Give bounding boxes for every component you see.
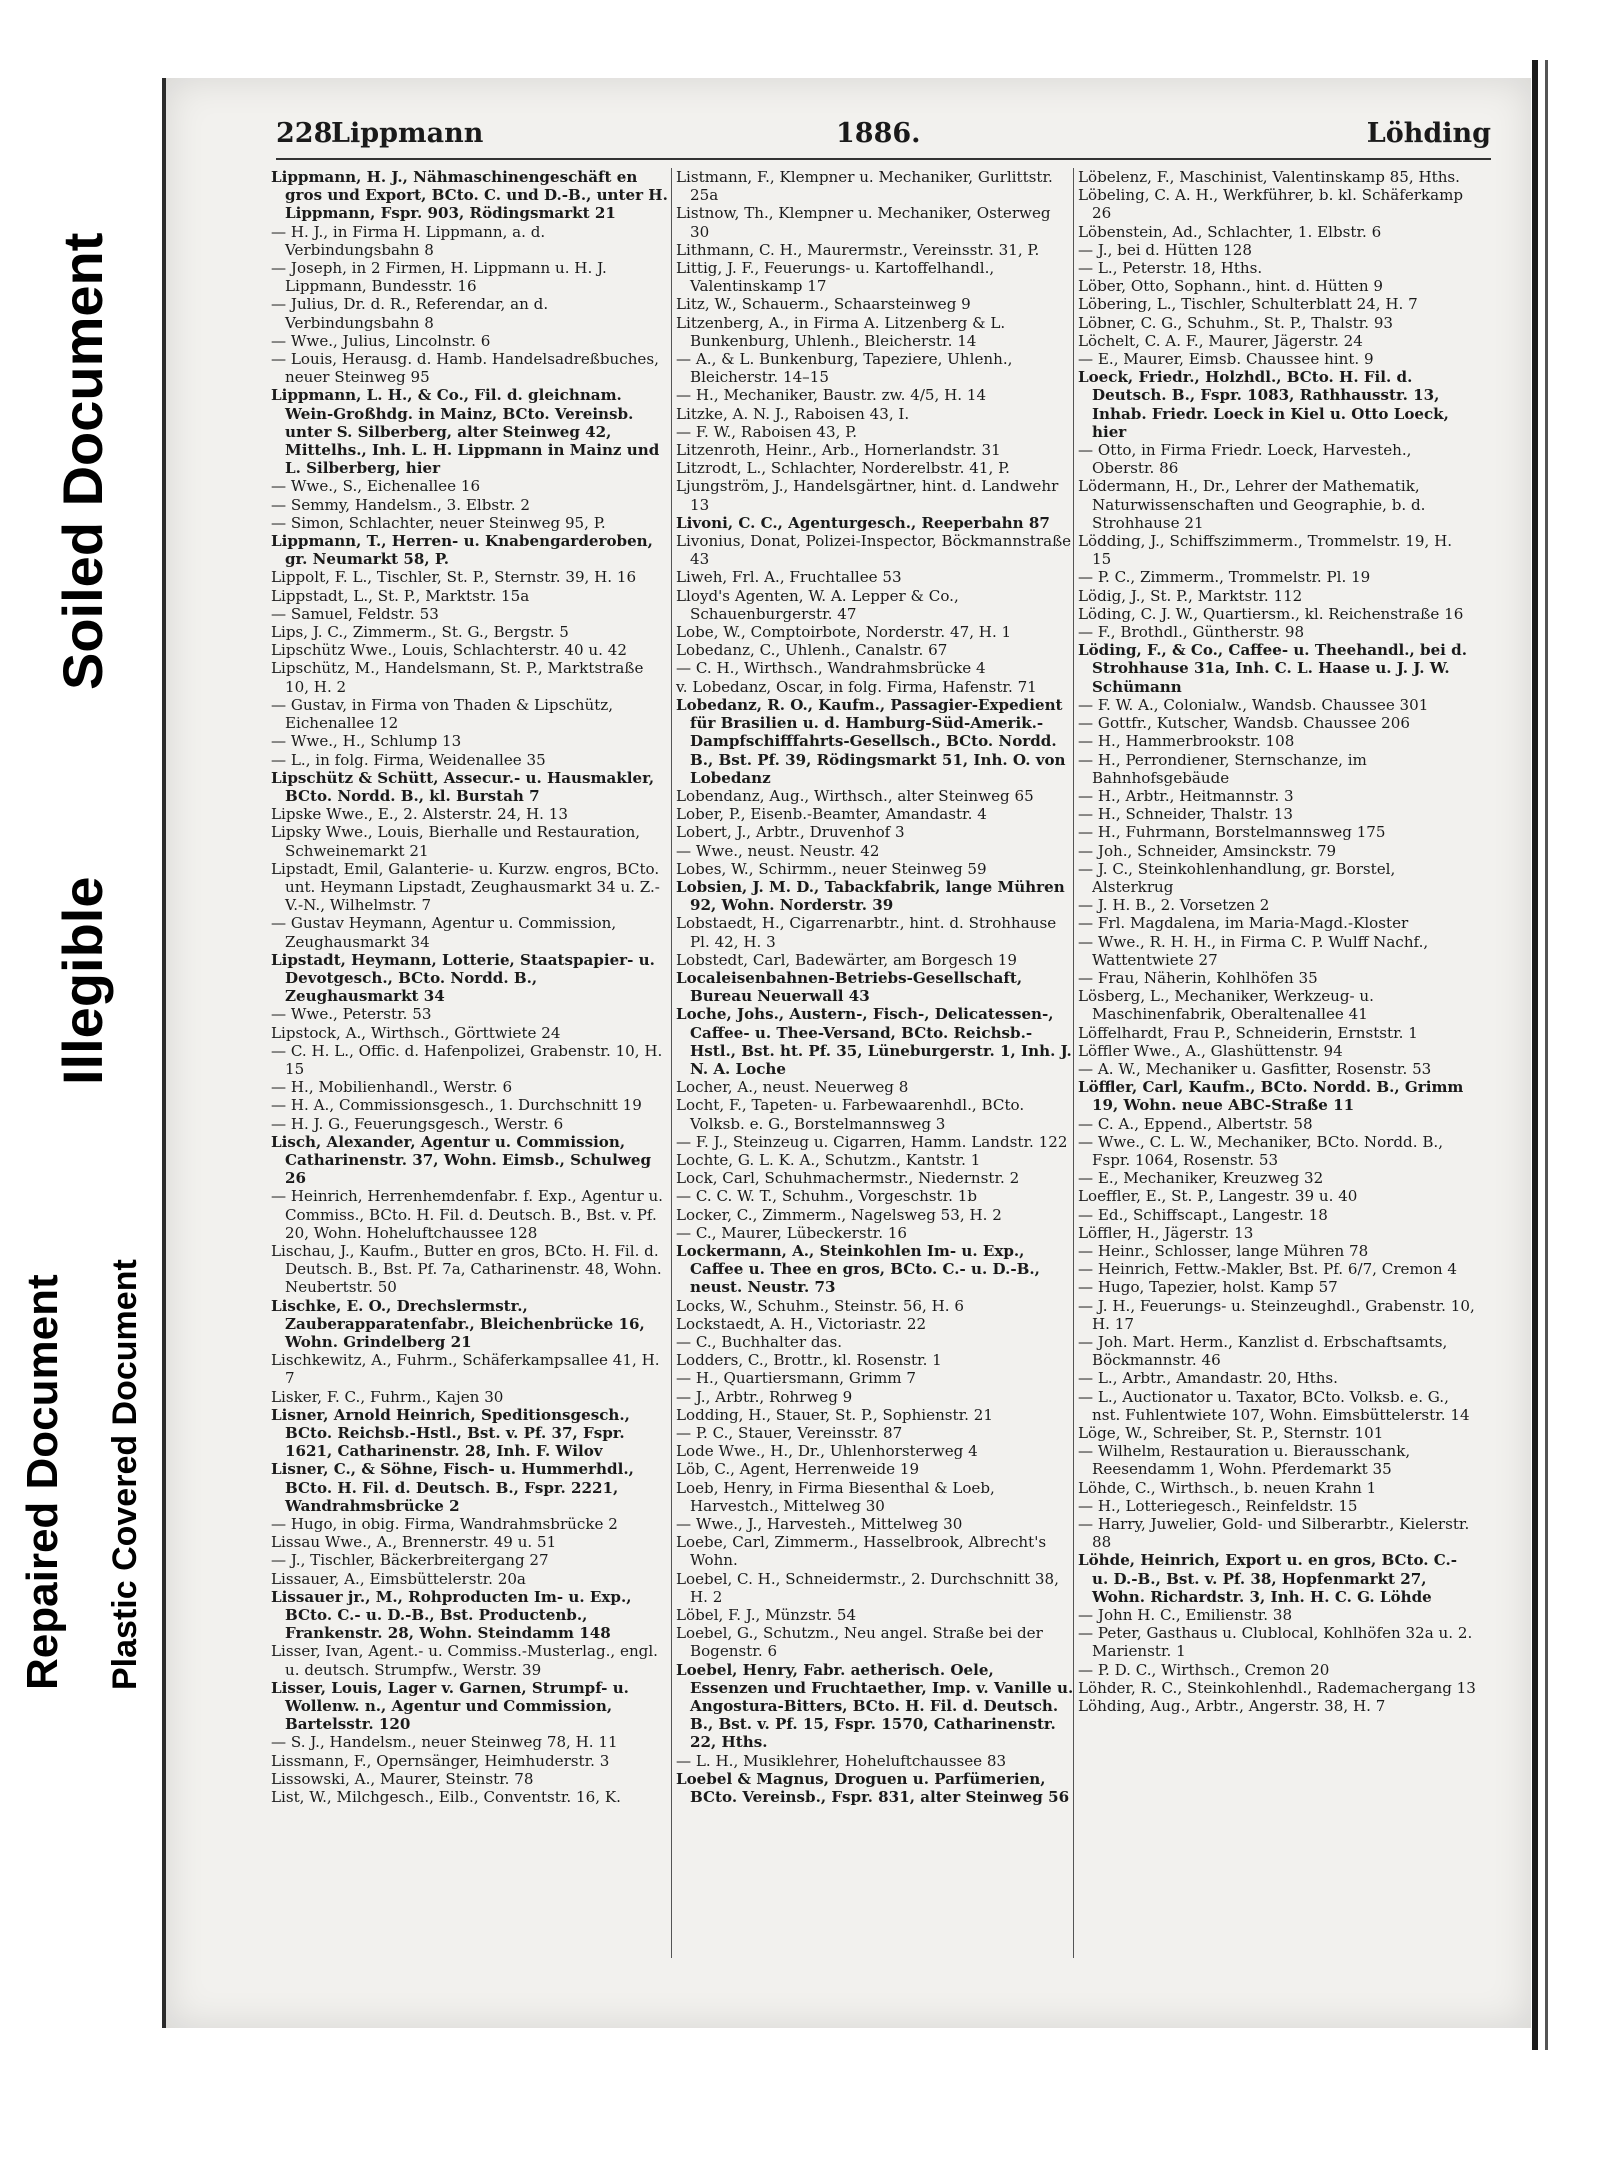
directory-entry: Lisner, C., & Söhne, Fisch- u. Hummerhdl., BCto. H. Fil. d. Deutsch. B., Fspr. 2221, Wandrahmsbrücke 2 <box>271 1460 634 1515</box>
directory-entry: — Semmy, Handelsm., 3. Elbstr. 2 <box>271 495 530 514</box>
directory-entry: Loebe, Carl, Zimmerm., Hasselbrook, Albrecht's Wohn. <box>676 1533 1047 1570</box>
directory-entry: — J., Arbtr., Rohrweg 9 <box>676 1387 853 1406</box>
directory-entry: — Samuel, Feldstr. 53 <box>271 604 439 623</box>
directory-entry: — C. A., Eppend., Albertstr. 58 <box>1078 1114 1313 1133</box>
directory-entry: — L. H., Musiklehrer, Hoheluftchaussee 83 <box>676 1751 1007 1770</box>
directory-entry: Loebel, G., Schutzm., Neu angel. Straße bei der Bogenstr. 6 <box>676 1624 1043 1661</box>
directory-entry: Lischkewitz, A., Fuhrm., Schäferkampsallee 41, H. 7 <box>271 1351 660 1388</box>
directory-entry: Lippmann, T., Herren- u. Knabengarderoben, gr. Neumarkt 58, P. <box>271 532 653 569</box>
directory-entry: Loeb, Henry, in Firma Biesenthal & Loeb, Harvestch., Mittelweg 30 <box>676 1478 995 1515</box>
directory-entry: Lissauer, A., Eimsbüttelerstr. 20a <box>271 1569 526 1588</box>
directory-entry: — F. W., Raboisen 43, P. <box>676 422 858 441</box>
directory-entry: — Frl. Magdalena, im Maria-Magd.-Kloster <box>1078 914 1409 933</box>
directory-entry: Lischke, E. O., Drechslermstr., Zauberapparatenfabr., Bleichenbrücke 16, Wohn. Grindelberg 21 <box>271 1296 645 1351</box>
directory-entry: Lobe, W., Comptoirbote, Norderstr. 47, H. 1 <box>676 623 1012 642</box>
directory-entry: Löge, W., Schreiber, St. P., Sternstr. 101 <box>1078 1424 1384 1443</box>
directory-entry: Lödermann, H., Dr., Lehrer der Mathematik, Naturwissenschaften und Geographie, b. d. Strohhause 21 <box>1078 477 1426 532</box>
illegible-label: Illegible <box>51 876 114 1085</box>
directory-entry: — Heinrich, Herrenhemdenfabr. f. Exp., Agentur u. Commiss., BCto. H. Fil. d. Deutsch. B., Bst. v. Pf. 20, Wohn. Hoheluftchaussee 128 <box>271 1187 663 1242</box>
directory-entry: — Wwe., C. L. W., Mechaniker, BCto. Nordd. B., Fspr. 1064, Rosenstr. 53 <box>1078 1132 1444 1169</box>
directory-entry: Lippstadt, L., St. P., Marktstr. 15a <box>271 586 530 605</box>
directory-entry: Lipstadt, Emil, Galanterie- u. Kurzw. engros, BCto. unt. Heymann Lipstadt, Zeughausmarkt 34 u. Z.-V.-N., Wilhelmstr. 7 <box>271 859 660 915</box>
directory-entry: Lobedanz, C., Uhlenh., Canalstr. 67 <box>676 641 948 660</box>
directory-entry: — Frau, Näherin, Kohlhöfen 35 <box>1078 968 1318 987</box>
directory-entry: Lissau Wwe., A., Brennerstr. 49 u. 51 <box>271 1533 557 1552</box>
directory-entry: — Wwe., Peterstr. 53 <box>271 1005 432 1024</box>
directory-entry: Lippmann, H. J., Nähmaschinengeschäft en gros und Export, BCto. C. und D.-B., unter H. Lippmann, Fspr. 903, Rödingsmarkt 21 <box>271 168 668 223</box>
directory-entry: — Heinrich, Fettw.-Makler, Bst. Pf. 6/7, Cremon 4 <box>1078 1260 1457 1279</box>
directory-entry: Löffelhardt, Frau P., Schneiderin, Ernststr. 1 <box>1078 1023 1418 1042</box>
directory-entry: — A. W., Mechaniker u. Gasfitter, Rosenstr. 53 <box>1078 1059 1432 1078</box>
directory-entry: Lock, Carl, Schuhmachermstr., Niedernstr. 2 <box>676 1169 1020 1188</box>
directory-entry: — Wwe., neust. Neustr. 42 <box>676 841 880 860</box>
directory-entry: Löbeling, C. A. H., Werkführer, b. kl. Schäferkamp 26 <box>1078 186 1464 223</box>
directory-entry: Lober, P., Eisenb.-Beamter, Amandastr. 4 <box>676 805 987 824</box>
directory-entry: — J., bei d. Hütten 128 <box>1078 240 1252 259</box>
directory-entry: Lösberg, L., Mechaniker, Werkzeug- u. Maschinenfabrik, Oberaltenallee 41 <box>1078 987 1374 1024</box>
directory-entry: Loche, Johs., Austern-, Fisch-, Delicatessen-, Caffee- u. Thee-Versand, BCto. Reichsb.-Hstl., Bst. ht. Pf. 35, Lüneburgerstr. 1, Inh. J. N. A. Loche <box>676 1005 1072 1078</box>
directory-entry: — E., Maurer, Eimsb. Chaussee hint. 9 <box>1078 350 1374 369</box>
directory-entry: Loebel, Henry, Fabr. aetherisch. Oele, Essenzen und Fruchtaether, Imp. v. Vanille u. Angostura-Bitters, BCto. H. Fil. d. Deutsch. B., Bst. v. Pf. 15, Fspr. 1570, Catharinenstr. 22, Hths. <box>676 1660 1074 1752</box>
directory-entry: Lobstedt, Carl, Badewärter, am Borgesch 19 <box>676 950 1018 969</box>
directory-entry: Lochte, G. L. K. A., Schutzm., Kantstr. 1 <box>676 1150 981 1169</box>
directory-entry: — Gustav Heymann, Agentur u. Commission, Zeughausmarkt 34 <box>271 914 617 951</box>
directory-entry: Lödding, J., Schiffszimmerm., Trommelstr. 19, H. 15 <box>1078 532 1453 569</box>
directory-entry: Lipschütz, M., Handelsmann, St. P., Marktstraße 10, H. 2 <box>271 659 644 696</box>
directory-entry: — P. C., Zimmerm., Trommelstr. Pl. 19 <box>1078 568 1371 587</box>
directory-entry: — L., Arbtr., Amandastr. 20, Hths. <box>1078 1369 1338 1388</box>
directory-entry: Lockstaedt, A. H., Victoriastr. 22 <box>676 1314 927 1333</box>
directory-entry: — Simon, Schlachter, neuer Steinweg 95, P. <box>271 513 606 532</box>
directory-entry: — J. H. B., 2. Vorsetzen 2 <box>1078 896 1270 915</box>
directory-entry: Löb, C., Agent, Herrenweide 19 <box>676 1460 920 1479</box>
directory-entry: Löffler, Carl, Kaufm., BCto. Nordd. B., Grimm 19, Wohn. neue ABC-Straße 11 <box>1078 1078 1464 1115</box>
plastic-covered-document-label: Plastic Covered Document <box>106 1259 144 1690</box>
page-edge <box>1532 60 1538 2050</box>
directory-entry: Löhding, Aug., Arbtr., Angerstr. 38, H. 7 <box>1078 1697 1386 1716</box>
directory-entry: Litzrodt, L., Schlachter, Norderelbstr. 41, P. <box>676 459 1010 478</box>
directory-entry: Lobsien, J. M. D., Tabackfabrik, lange Mühren 92, Wohn. Norderstr. 39 <box>676 877 1065 915</box>
directory-entry: — F., Brothdl., Güntherstr. 98 <box>1078 623 1305 642</box>
year-heading: 1886. <box>836 118 921 149</box>
directory-entry: — Julius, Dr. d. R., Referendar, an d. Verbindungsbahn 8 <box>271 295 549 332</box>
directory-entry: — J. C., Steinkohlenhandlung, gr. Borstel, Alsterkrug <box>1078 859 1396 896</box>
directory-entry: Löhde, C., Wirthsch., b. neuen Krahn 1 <box>1078 1478 1377 1497</box>
directory-entry: v. Lobedanz, Oscar, in folg. Firma, Hafenstr. 71 <box>676 677 1037 696</box>
directory-entry: — Joseph, in 2 Firmen, H. Lippmann u. H. J. Lippmann, Bundesstr. 16 <box>271 259 607 296</box>
directory-entry: Lipschütz Wwe., Louis, Schlachterstr. 40 u. 42 <box>271 641 627 660</box>
directory-entry: Lipschütz & Schütt, Assecur.- u. Hausmakler, BCto. Nordd. B., kl. Burstah 7 <box>271 768 655 805</box>
directory-entry: Locht, F., Tapeten- u. Farbewaarenhdl., BCto. Volksb. e. G., Borstelmannsweg 3 <box>676 1096 1025 1133</box>
directory-entry: Lobert, J., Arbtr., Druvenhof 3 <box>676 823 905 842</box>
directory-entry: Lobes, W., Schirmm., neuer Steinweg 59 <box>676 859 987 878</box>
directory-entry: — Hugo, in obig. Firma, Wandrahmsbrücke 2 <box>271 1515 618 1534</box>
directory-entry: — H. A., Commissionsgesch., 1. Durchschnitt 19 <box>271 1096 642 1115</box>
directory-entry: — H., Perrondiener, Sternschanze, im Bahnhofsgebäude <box>1078 750 1367 787</box>
directory-entry: Locker, C., Zimmerm., Nagelsweg 53, H. 2 <box>676 1205 1002 1224</box>
directory-entry: — H., Quartiersmann, Grimm 7 <box>676 1369 917 1388</box>
directory-entry: Löbner, C. G., Schuhm., St. P., Thalstr. 93 <box>1078 313 1394 332</box>
directory-entry: Listnow, Th., Klempner u. Mechaniker, Osterweg 30 <box>676 204 1051 241</box>
directory-entry: — L., in folg. Firma, Weidenallee 35 <box>271 750 546 769</box>
directory-entry: Ljungström, J., Handelsgärtner, hint. d. Landwehr 13 <box>676 477 1059 514</box>
directory-entry: Localeisenbahnen-Betriebs-Gesellschaft, Bureau Neuerwall 43 <box>676 968 1023 1006</box>
directory-entry: — Harry, Juwelier, Gold- und Silberarbtr., Kielerstr. 88 <box>1078 1515 1470 1552</box>
directory-entry: Löhde, Heinrich, Export u. en gros, BCto. C.- u. D.-B., Bst. v. Pf. 38, Hopfenmarkt 27, Wohn. Richardstr. 3, Inh. H. C. G. Löhde <box>1078 1551 1458 1606</box>
directory-entry: — E., Mechaniker, Kreuzweg 32 <box>1078 1169 1324 1188</box>
directory-entry: Lipstock, A., Wirthsch., Görttwiete 24 <box>271 1023 561 1042</box>
directory-entry: — P. C., Stauer, Vereinsstr. 87 <box>676 1424 903 1443</box>
right-running-head: Löhding <box>1366 118 1491 149</box>
page-number: 228 <box>276 118 333 149</box>
directory-entry: Lischau, J., Kaufm., Butter en gros, BCto. H. Fil. d. Deutsch. B., Bst. Pf. 7a, Catharinenstr. 48, Wohn. Neubertstr. 50 <box>271 1241 662 1297</box>
directory-entry: Lisch, Alexander, Agentur u. Commission, Catharinenstr. 37, Wohn. Eimsb., Schulweg 26 <box>271 1132 652 1188</box>
directory-entry: — C. H., Wirthsch., Wandrahmsbrücke 4 <box>676 659 986 678</box>
directory-entry: Locher, A., neust. Neuerweg 8 <box>676 1078 909 1097</box>
directory-entry: — Louis, Herausg. d. Hamb. Handelsadreßbuches, neuer Steinweg 95 <box>271 350 659 387</box>
directory-entry: — H., Mechaniker, Baustr. zw. 4/5, H. 14 <box>676 386 987 405</box>
header-rule <box>276 158 1491 160</box>
directory-entry: Liweh, Frl. A., Fruchtallee 53 <box>676 568 902 587</box>
directory-entry: Lockermann, A., Steinkohlen Im- u. Exp., Caffee u. Thee en gros, BCto. C.- u. D.-B., neust. Neustr. 73 <box>676 1241 1040 1297</box>
directory-entry: Löbenstein, Ad., Schlachter, 1. Elbstr. 6 <box>1078 222 1382 241</box>
directory-entry: — J. H., Feuerungs- u. Steinzeughdl., Grabenstr. 10, H. 17 <box>1078 1296 1475 1333</box>
directory-entry: Lodders, C., Brottr., kl. Rosenstr. 1 <box>676 1351 942 1370</box>
directory-entry: — H., Lotteriegesch., Reinfeldstr. 15 <box>1078 1496 1358 1515</box>
directory-entry: — H., Arbtr., Heitmannstr. 3 <box>1078 786 1294 805</box>
directory-entry: Lipsky Wwe., Louis, Bierhalle und Restauration, Schweinemarkt 21 <box>271 823 641 860</box>
directory-entry: Loeck, Friedr., Holzhdl., BCto. H. Fil. d. Deutsch. B., Fspr. 1083, Rathhausstr. 13, Inhab. Friedr. Loeck in Kiel u. Otto Loeck, hier <box>1078 368 1449 441</box>
directory-entry: List, W., Milchgesch., Eilb., Conventstr. 16, K. <box>271 1788 621 1807</box>
directory-entry: — Gustav, in Firma von Thaden & Lipschütz, Eichenallee 12 <box>271 695 614 733</box>
directory-entry: Litzke, A. N. J., Raboisen 43, I. <box>676 404 910 423</box>
directory-entry: Löffler, H., Jägerstr. 13 <box>1078 1223 1254 1242</box>
directory-entry: Lödig, J., St. P., Marktstr. 112 <box>1078 586 1303 605</box>
directory-entry: — C. C. W. T., Schuhm., Vorgeschstr. 1b <box>676 1187 978 1206</box>
directory-entry: — Wwe., R. H. H., in Firma C. P. Wulff Nachf., Wattentwiete 27 <box>1078 932 1429 969</box>
column-divider <box>671 168 672 1958</box>
directory-entry: — H. J., in Firma H. Lippmann, a. d. Verbindungsbahn 8 <box>271 222 546 259</box>
directory-entry: — H., Mobilienhandl., Werstr. 6 <box>271 1078 513 1097</box>
directory-entry: Loeffler, E., St. P., Langestr. 39 u. 40 <box>1078 1187 1358 1206</box>
directory-entry: Lisser, Ivan, Agent.- u. Commiss.-Musterlag., engl. u. deutsch. Strumpfw., Werstr. 39 <box>271 1642 658 1679</box>
directory-entry: — L., Peterstr. 18, Hths. <box>1078 259 1263 278</box>
directory-entry: — L., Auctionator u. Taxator, BCto. Volksb. e. G., nst. Fuhlentwiete 107, Wohn. Eimsbüttelerstr. 14 <box>1078 1387 1470 1424</box>
left-running-head: Lippmann <box>331 118 484 149</box>
directory-entry: Lobendanz, Aug., Wirthsch., alter Steinweg 65 <box>676 786 1034 805</box>
directory-entry: Löhder, R. C., Steinkohlenhdl., Rademachergang 13 <box>1078 1678 1476 1697</box>
directory-entry: Lipstadt, Heymann, Lotterie, Staatspapier- u. Devotgesch., BCto. Nordd. B., Zeughausmarkt 34 <box>271 950 655 1006</box>
directory-entry: — S. J., Handelsm., neuer Steinweg 78, H. 11 <box>271 1733 618 1752</box>
directory-entry: Lisner, Arnold Heinrich, Speditionsgesch., BCto. Reichsb.-Hstl., Bst. v. Pf. 37, Fspr. 1621, Catharinenstr. 28, Inh. F. Wilov <box>271 1405 630 1461</box>
soiled-document-label: Soiled Document <box>51 232 114 690</box>
directory-entry: Löding, C. J. W., Quartiersm., kl. Reichenstraße 16 <box>1078 604 1464 623</box>
directory-entry: Litzenroth, Heinr., Arb., Hornerlandstr. 31 <box>676 441 1001 460</box>
directory-page <box>162 78 1531 2028</box>
directory-entry: Löffler Wwe., A., Glashüttenstr. 94 <box>1078 1041 1343 1060</box>
directory-entry: Litz, W., Schauerm., Schaarsteinweg 9 <box>676 295 971 314</box>
directory-entry: — Gottfr., Kutscher, Wandsb. Chaussee 206 <box>1078 714 1410 733</box>
directory-entry: — Peter, Gasthaus u. Clublocal, Kohlhöfen 32a u. 2. Marienstr. 1 <box>1078 1624 1473 1661</box>
repaired-document-label: Repaired Document <box>18 1274 67 1690</box>
directory-entry: — C., Buchhalter das. <box>676 1333 843 1351</box>
directory-entry: Löbering, L., Tischler, Schulterblatt 24, H. 7 <box>1078 295 1418 314</box>
directory-entry: — F. J., Steinzeug u. Cigarren, Hamm. Landstr. 122 <box>676 1132 1068 1151</box>
directory-entry: — H., Fuhrmann, Borstelmannsweg 175 <box>1078 823 1386 842</box>
directory-entry: — Otto, in Firma Friedr. Loeck, Harvesteh., Oberstr. 86 <box>1078 441 1412 478</box>
directory-entry: Livoni, C. C., Agenturgesch., Reeperbahn 87 <box>676 513 1050 532</box>
page-edge-shadow <box>1545 60 1548 2050</box>
directory-entry: — John H. C., Emilienstr. 38 <box>1078 1606 1293 1625</box>
directory-entry: — Heinr., Schlosser, lange Mühren 78 <box>1078 1241 1369 1260</box>
column-2 <box>676 168 1074 1806</box>
directory-entry: Lobstaedt, H., Cigarrenarbtr., hint. d. Strohhause Pl. 42, H. 3 <box>676 914 1057 951</box>
directory-entry: Locks, W., Schuhm., Steinstr. 56, H. 6 <box>676 1296 964 1315</box>
directory-entry: — Wwe., J., Harvesteh., Mittelweg 30 <box>676 1515 963 1534</box>
directory-entry: Lissowski, A., Maurer, Steinstr. 78 <box>271 1769 534 1788</box>
directory-entry: Livonius, Donat, Polizei-Inspector, Böckmannstraße 43 <box>676 532 1072 569</box>
directory-entry: Littig, J. F., Feuerungs- u. Kartoffelhandl., Valentinskamp 17 <box>676 259 995 296</box>
directory-entry: — H. J. G., Feuerungsgesch., Werstr. 6 <box>271 1114 564 1133</box>
side-labels <box>0 0 160 2177</box>
directory-entry: Lode Wwe., H., Dr., Uhlenhorsterweg 4 <box>676 1442 978 1461</box>
directory-entry: Lloyd's Agenten, W. A. Lepper & Co., Schauenburgerstr. 47 <box>676 586 959 623</box>
column-3 <box>1078 168 1476 1715</box>
directory-entry: Lisker, F. C., Fuhrm., Kajen 30 <box>271 1387 504 1406</box>
directory-entry: Löbel, F. J., Münzstr. 54 <box>676 1606 857 1625</box>
directory-entry: — F. W. A., Colonialw., Wandsb. Chaussee 301 <box>1078 695 1429 714</box>
directory-entry: Löber, Otto, Sophann., hint. d. Hütten 9 <box>1078 277 1383 296</box>
directory-entry: Lithmann, C. H., Maurermstr., Vereinsstr. 31, P. <box>676 240 1040 259</box>
directory-entry: Lipske Wwe., E., 2. Alsterstr. 24, H. 13 <box>271 805 568 824</box>
directory-entry: — H., Hammerbrookstr. 108 <box>1078 732 1295 751</box>
directory-entry: — Ed., Schiffscapt., Langestr. 18 <box>1078 1205 1328 1224</box>
column-1 <box>271 168 669 1806</box>
directory-entry: — Wwe., Julius, Lincolnstr. 6 <box>271 331 491 350</box>
directory-entry: Löbelenz, F., Maschinist, Valentinskamp 85, Hths. <box>1078 168 1460 186</box>
directory-entry: — A., & L. Bunkenburg, Tapeziere, Uhlenh., Bleicherstr. 14–15 <box>676 350 1013 387</box>
page-header <box>276 118 1491 158</box>
directory-entry: — H., Schneider, Thalstr. 13 <box>1078 805 1293 824</box>
directory-entry: Löchelt, C. A. F., Maurer, Jägerstr. 24 <box>1078 331 1363 350</box>
directory-entry: Litzenberg, A., in Firma A. Litzenberg & L. Bunkenburg, Uhlenh., Bleicherstr. 14 <box>676 313 1006 350</box>
directory-entry: Löding, F., & Co., Caffee- u. Theehandl., bei d. Strohhause 31a, Inh. C. L. Haase u. J. J. W. Schümann <box>1078 641 1467 696</box>
directory-entry: — Joh., Schneider, Amsinckstr. 79 <box>1078 841 1337 860</box>
directory-entry: Loebel, C. H., Schneidermstr., 2. Durchschnitt 38, H. 2 <box>676 1569 1059 1606</box>
directory-entry: — Joh. Mart. Herm., Kanzlist d. Erbschaftsamts, Böckmannstr. 46 <box>1078 1333 1448 1370</box>
directory-entry: Lobedanz, R. O., Kaufm., Passagier-Expedient für Brasilien u. d. Hamburg-Süd-Amerik.-Dampfschifffahrts-Gesellsch., BCto. Nordd. B., Bst. Pf. 39, Rödingsmarkt 51, Inh. O. von Lobedanz <box>676 695 1066 787</box>
directory-entry: Lissauer jr., M., Rohproducten Im- u. Exp., BCto. C.- u. D.-B., Bst. Productenb., Frankenstr. 28, Wohn. Steindamm 148 <box>271 1587 632 1643</box>
directory-entry: — P. D. C., Wirthsch., Cremon 20 <box>1078 1660 1330 1679</box>
directory-entry: Lodding, H., Stauer, St. P., Sophienstr. 21 <box>676 1405 993 1424</box>
directory-entry: — Wilhelm, Restauration u. Bierausschank, Reesendamm 1, Wohn. Pferdemarkt 35 <box>1078 1442 1411 1479</box>
directory-entry: — Wwe., H., Schlump 13 <box>271 732 462 751</box>
directory-entry: — C., Maurer, Lübeckerstr. 16 <box>676 1223 908 1242</box>
directory-entry: — Wwe., S., Eichenallee 16 <box>271 477 481 496</box>
directory-entry: Listmann, F., Klempner u. Mechaniker, Gurlittstr. 25a <box>676 168 1053 205</box>
directory-entry: — C. H. L., Offic. d. Hafenpolizei, Grabenstr. 10, H. 15 <box>271 1041 663 1078</box>
directory-entry: Lisser, Louis, Lager v. Garnen, Strumpf- u. Wollenw. n., Agentur und Commission, Bartelsstr. 120 <box>271 1678 629 1734</box>
directory-entry: Lissmann, F., Opernsänger, Heimhuderstr. 3 <box>271 1751 610 1770</box>
directory-entry: — Hugo, Tapezier, holst. Kamp 57 <box>1078 1278 1338 1297</box>
directory-entry: Loebel & Magnus, Droguen u. Parfümerien, BCto. Vereinsb., Fspr. 831, alter Steinweg 56 <box>676 1769 1070 1807</box>
directory-entry: Lippmann, L. H., & Co., Fil. d. gleichnam. Wein-Großhdg. in Mainz, BCto. Vereinsb. unter S. Silberberg, alter Steinweg 42, Mittelhs., Inh. L. H. Lippmann in Mainz und L. Silberberg, hier <box>271 386 660 478</box>
directory-entry: Lippolt, F. L., Tischler, St. P., Sternstr. 39, H. 16 <box>271 568 637 587</box>
directory-entry: — J., Tischler, Bäckerbreitergang 27 <box>271 1551 549 1570</box>
directory-entry: Lips, J. C., Zimmerm., St. G., Bergstr. 5 <box>271 623 569 642</box>
